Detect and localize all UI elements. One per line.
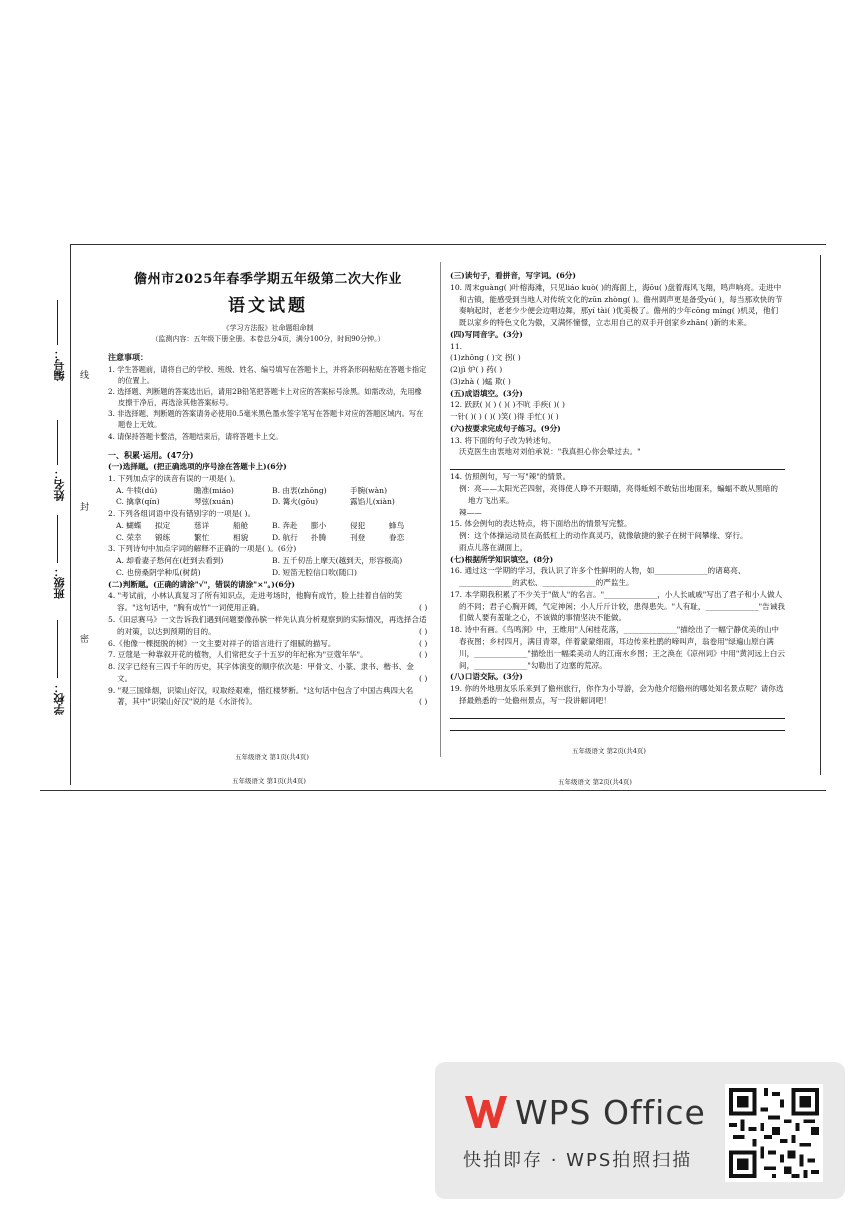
part-heading: (一)选择题。(把正确选项的序号涂在答题卡上)(6分) [108,462,287,472]
section-heading: 一、积累·运用。(47分) [108,449,194,460]
center-divider [440,262,441,757]
exam-subject: 语文试题 [228,296,308,317]
question-11: 11. (1)zhōng ( )文 拐( ) (2)jì 炉( ) 药( ) (3)zhà ( )蜢 欺( ) [450,341,521,386]
wps-brand-text: WPS Office [515,1092,706,1132]
question-3: 3. 下列诗句中加点字词的解释不正确的一项是( )。(6分) [108,544,297,554]
answer-line[interactable] [450,720,785,731]
seal-char: 封 [80,503,90,513]
part-heading: (四)写同音字。(3分) [450,329,523,339]
question-5: 5.《田忌赛马》一文告诉我们遇到问题要像孙膑一样先认真分析观察到的实际情况，再选择合适的对策，以达到预期的目的。 ( ) [108,615,428,636]
question-13: 13. 将下面的句子改为转述句。 [450,435,556,445]
margin-label-school: 学校： [53,682,66,715]
question-18: 18. 诗中有画。《鸟鸣涧》中，王维用"人闲桂花落，______________"描绘出了一幅宁静优美的山中春夜图；乡村四月，满目青翠，伴着蒙蒙细雨，耳边传来杜鹃的啼叫声，翁卷用"绿遍山原白满川，______________"描绘出一幅柔美动人的江南水乡图；王之涣在《凉州词》中用"黄河远上白云间，______________"勾勒出了边塞的荒凉。 [450,625,785,670]
part-heading: (六)按要求完成句子练习。(9分) [450,423,561,433]
notice-item: 2. 选择题、判断题的答案选出后，请用2B铅笔把答题卡上对应的答案标号涂黑。如需改动，先用橡皮擦干净后，再选涂其他答案标号。 [108,386,422,408]
question-8: 8. 汉字已经有三四千年的历史，其字体演变的顺序依次是：甲骨文、小篆、隶书、楷书、金文。 ( ) [108,662,428,683]
left-border [70,245,71,785]
question-12: 12. 跃跃( )( ) ( )( )不吭 手疾( )( ) [450,400,565,410]
exam-meta: （监测内容：五年级下册全册。本卷总分4页，满分100分，时间90分钟。） [151,335,385,344]
question-15-prompt: 雨点儿落在湖面上， [459,542,528,552]
bottom-border [40,790,826,791]
page-footer-2: 五年级语文 第2页(共4页) [572,747,646,755]
wps-logo-icon [463,1092,509,1132]
notice-item: 3. 非选择题、判断题的答案请务必使用0.5毫米黑色墨水签字笔写在答题卡对应的答题区域内。写在题卷上无效。 [108,409,424,430]
question-14-answer: 辣—— [459,507,482,517]
question-7: 7. 豆蔻是一种靠叙开花的植物，人们常把女子十五岁的年纪称为"豆蔻年华"。 ( ) [108,650,428,660]
answer-line[interactable] [450,459,785,470]
notice-item: 4. 请保持答题卡整洁，答题结束后，请将答题卡上交。 [108,431,283,441]
seal-char: 密 [80,635,90,645]
notice-title: 注意事项： [108,352,148,363]
question-15: 15. 体会例句的表达特点，将下面给出的情景写完整。 [450,519,632,529]
seal-char: 线 [80,371,90,381]
qr-code-icon [725,1084,823,1182]
wps-slogan: 快拍即存 · WPS拍照扫描 [463,1150,693,1171]
question-3-options: A. 却看妻子愁何在(赶到去看到) B. 五千仞岳上摩天(越到天，形容极高) C. 也傍桑阴学种瓜(树荫) D. 短笛无腔信口吹(随口) [116,556,403,577]
question-15-example: 例：这个体操运动员在高低杠上的动作真灵巧，就像敏捷的猴子在树干间攀缘、穿行。 [459,531,748,541]
margin-label-class: 班级： [53,566,66,599]
question-2: 2. 下列各组词语中没有错别字的一项是( )。 [108,509,256,519]
top-border [70,244,826,245]
exam-publisher: 《学习方法报》社命题组命制 [222,324,314,333]
question-6: 6.《他像一棵挺脱的树》一文主要对祥子的语言进行了细腻的描写。 ( ) [108,638,428,648]
right-border [820,255,821,775]
margin-label-id: 编号： [53,348,66,381]
question-2-options: A. 蝴蝶 拟定 慈详 船舱 B. 奔赴 膨小 侵犯 蜂鸟 C. 荣幸 锻练 繁忙 相貌 D. 航行 扑腾 刊登 眷恋 [116,520,405,542]
wps-watermark-card[interactable] [435,1062,845,1199]
question-10: 10. 周末guàng( )叶榕海滩，只见liáo kuò( )的海面上，海ōu( )盘着海风飞翔，鸣声响亮。走进中和古镇，能感受到当地人对传统文化的zūn zhòng( )。儋州调声更是备受yú( )，每当那欢快的节奏响起时，老老少少便会边唱边舞，那yí tài( )优美极了。儋州的少年cōng míng( )机灵，他们既以家乡的特色文化为傲，又满怀憧憬，立志用自己的双手开创家乡zhān( )新的未来。 [450,282,783,328]
part-heading: (七)根据所学知识填空。(8分) [450,554,554,564]
answer-line[interactable] [450,708,785,719]
wps-logo [463,1092,706,1132]
part-heading: (五)成语填空。(3分) [450,388,523,398]
page-two-column [450,270,785,732]
question-9: 9. "观三国烽烟，识梁山好汉，叹取经艰难，惜红楼梦断。"这句话中包含了中国古典四大名著，其中"识梁山好汉"说的是《水浒传》。 ( ) [108,685,428,707]
notice-item: 1. 学生答题前，请将自己的学校、班级、姓名、编号填写在答题卡上，并将条形码粘贴在答题卡指定的位置上。 [108,364,427,385]
question-12-line-2: 一针( )( ) ( )( )笑( )得 手忙( )( ) [450,412,559,422]
question-16: 16. 通过这一学期的学习，我认识了许多个性鲜明的人物，如______________的诸葛亮、______________的武松、______________的严监生。 [450,566,746,588]
margin-label-name: 姓名： [53,468,66,501]
page-one-column [108,270,428,708]
question-19: 19. 你的外地朋友乐乐来到了儋州旅行，你作为小导游，会为他介绍儋州的哪处知名景点呢？请你选择最熟悉的一处儋州景点，写一段讲解词吧！ [450,684,784,705]
question-14-example: 例：亮——太阳光芒四射，亮得使人睁不开眼睛，亮得蚯蚓不敢钻出地面来，蝙蝠不敢从黑暗的地方飞出来。 [459,484,778,505]
page-footer-1: 五年级语文 第1页(共4页) [235,753,309,761]
question-1-options: A. 牛犊(dú) 瞻准(miáo) B. 由衷(zhōng) 手腕(wàn) C. 擒拿(qín) 琴弦(xuán) D. 篝火(gōu) 露馅儿(xiàn) [116,485,395,507]
page-footer-2-outer: 五年级语文 第2页(共4页) [558,778,632,786]
part-heading: (二)判断题。(正确的请涂"√"，错误的请涂"×"。)(6分) [108,579,295,589]
question-4: 4. "考试前，小林认真复习了所有知识点，走进考场时，他胸有成竹，脸上挂着自信的笑容。"这句话中，"胸有成竹"一词使用正确。 ( ) [108,591,428,613]
question-17: 17. 本学期我积累了不少关于"做人"的名言。"______________，小人长戚戚"写出了君子和小人做人的不同；君子心胸开阔，气定神闲；小人斤斤计较，患得患失。"人有耻，______________"告诫我们做人要有羞耻之心，不该做的事情坚决不能做。 [450,589,785,623]
question-1: 1. 下列加点字的读音有误的一项是( )。 [108,473,240,483]
question-14: 14. 仿照例句，写一写"辣"的情景。 [450,472,571,482]
part-heading: (八)口语交际。(3分) [450,672,523,682]
exam-title: 儋州市2025年春季学期五年级第二次大作业 [134,272,402,287]
page-footer-1-outer: 五年级语文 第1页(共4页) [232,777,306,785]
part-heading: (三)读句子，看拼音，写字词。(6分) [450,271,576,280]
question-13-sentence: 沃克医生由衷地对刘伯承说："我真担心你会晕过去。" [459,447,641,457]
